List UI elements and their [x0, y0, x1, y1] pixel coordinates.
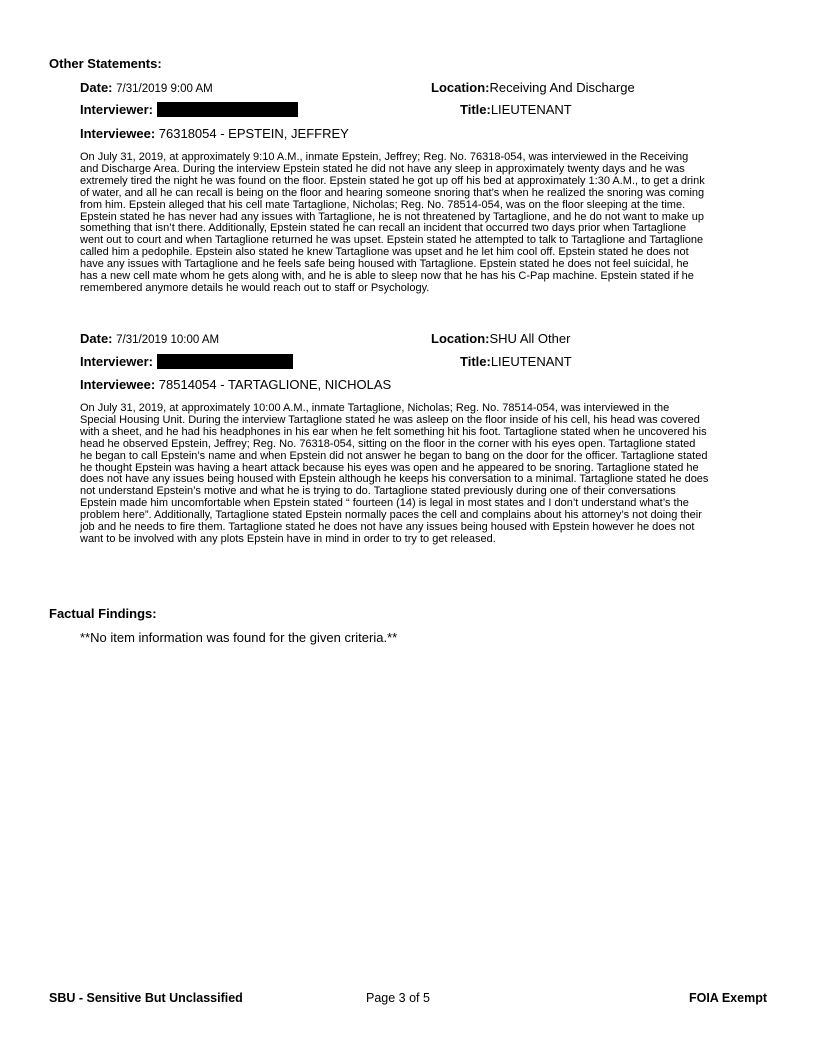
- statement-line: head he observed Epstein, Jeffrey; Reg. No. 76318-054, sitting on the floor in the corner with his eyes open. Tartaglione stated: [80, 437, 696, 450]
- redaction-bar: [157, 102, 298, 117]
- title-row: [460, 102, 572, 117]
- date-label: Date:: [80, 80, 113, 95]
- title-value: LIEUTENANT: [490, 354, 572, 369]
- title-label: Title:: [460, 102, 491, 117]
- title-value: LIEUTENANT: [490, 102, 572, 117]
- title-label: Title:: [460, 354, 491, 369]
- statement-line: job and he needs to fire them. Tartaglione stated he does not have any issues being housed with Epstein however he does not: [80, 521, 695, 534]
- location-value: Receiving And Discharge: [489, 80, 635, 95]
- statement-line: On July 31, 2019, at approximately 10:00 A.M., inmate Tartaglione, Nicholas; Reg. No. 78514-054, was interviewed in the: [80, 402, 670, 414]
- statement-line: he thought Epstein was having a heart attack because his eyes was open and he appeared to be snoring. Tartaglione stated he: [80, 461, 699, 474]
- statement-line: and Discharge Area. During the interview Epstein stated he did not have any sleep in approximately twenty days and he was: [80, 162, 685, 175]
- interviewer-label: Interviewer:: [80, 354, 153, 369]
- redaction-bar: [157, 354, 293, 369]
- title-row: [460, 354, 572, 369]
- statement-line: On July 31, 2019, at approximately 9:10 A.M., inmate Epstein, Jeffrey; Reg. No. 76318-054, was interviewed in the Receiving: [80, 151, 689, 163]
- interviewer-row: [80, 102, 298, 117]
- statement-line: problem here”. Additionally, Tartaglione stated Epstein normally paces the cell and complains about his attorney’s not doing their: [80, 509, 702, 522]
- statement-line: Special Housing Unit. During the interview Tartaglione stated he was asleep on the floor inside of his cell, his head was covered: [80, 413, 700, 426]
- footer-classification: SBU - Sensitive But Unclassified: [49, 991, 243, 1005]
- statement-line: something that isn’t there. Additionally, Epstein stated he can recall an incident that occurred two days prior when Tartaglione: [80, 222, 687, 235]
- interviewee-label: Interviewee:: [80, 377, 156, 392]
- statement-line: Epstein made him uncomfortable when Epstein stated “ fourteen (14) is legal in most states and I don’t understand what’s the: [80, 497, 689, 510]
- date-value: 7/31/2019 10:00 AM: [116, 334, 220, 346]
- interviewee-label: Interviewee:: [80, 126, 156, 141]
- footer-foia-exempt: FOIA Exempt: [688, 991, 767, 1005]
- location-row: [431, 331, 570, 346]
- statement-line: have any issues with Tartaglione and he feels safe being housed with Tartaglione. Epstein stated he does not feel suicidal, he: [80, 258, 689, 271]
- statement-line: not understand Epstein’s motive and what he is trying to do. Tartaglione stated previously during one of their conversations: [80, 485, 676, 498]
- date-value: 7/31/2019 9:00 AM: [116, 83, 213, 95]
- interviewee-row: [80, 377, 391, 392]
- interviewer-label: Interviewer:: [80, 102, 153, 117]
- interviewee-value: 78514054 - TARTAGLIONE, NICHOLAS: [158, 377, 392, 392]
- location-value: SHU All Other: [489, 331, 571, 346]
- statement-line: went out to court and when Tartaglione returned he was upset. Epstein stated he attempted to talk to Tartaglione and Tartaglione: [80, 234, 704, 247]
- date-label: Date:: [80, 331, 113, 346]
- other-statements-heading: Other Statements:: [49, 56, 162, 71]
- factual-findings-note: **No item information was found for the given criteria.**: [80, 630, 398, 645]
- statement-line: extremely tired the night he was found on the floor. Epstein stated he got up off his bed at approximately 1:30 A.M., to get a drink: [80, 174, 705, 187]
- statement-line: with a sheet, and he had his headphones in his ear when he felt something hit his foot. Tartaglione stated when he uncovered his: [80, 425, 707, 438]
- location-row: [431, 80, 635, 95]
- statement-paragraph: [80, 152, 767, 295]
- factual-findings-heading: Factual Findings:: [49, 606, 157, 621]
- statement-line: Epstein stated he has never had any issues with Tartaglione, he is not threatened by Tartaglione, and he do not want to make up: [80, 210, 704, 223]
- statement-paragraph: [80, 403, 767, 546]
- statement-line: does not have any issues being housed with Epstein although he keeps his conversation to a minimal. Tartaglione stated he does: [80, 473, 709, 486]
- interviewee-value: 76318054 - EPSTEIN, JEFFREY: [158, 126, 349, 141]
- footer-page-number: Page 3 of 5: [366, 991, 430, 1005]
- statement-line: from him. Epstein alleged that his cell mate Tartaglione, Nicholas; Reg. No. 78514-054, was on the floor sleeping at the time.: [80, 198, 686, 211]
- date-row: [80, 80, 213, 95]
- location-label: Location:: [431, 80, 490, 95]
- statement-line: he began to call Epstein’s name and when Epstein did not answer he began to bang on the door for the officer. Tartaglione stated: [80, 449, 708, 462]
- statement-line: has a new cell mate whom he gets along with, and he is able to sleep now that he has his C-Pap machine. Epstein stated if he: [80, 270, 694, 283]
- statement-line: remembered anymore details he would reach out to staff or Psychology.: [80, 281, 430, 294]
- date-row: [80, 331, 219, 346]
- statement-line: called him a pedophile. Epstein also stated he knew Tartaglione was upset and he let him cool off. Epstein stated he does not: [80, 246, 689, 259]
- interviewee-row: [80, 126, 349, 141]
- statement-line: want to be involved with any plots Epstein have in mind in order to try to get released.: [80, 532, 496, 545]
- interviewer-row: [80, 354, 293, 369]
- statement-line: of water, and all he can recall is being on the floor and hearing someone snoring that’s when he realized the snoring was coming: [80, 186, 705, 199]
- location-label: Location:: [431, 331, 490, 346]
